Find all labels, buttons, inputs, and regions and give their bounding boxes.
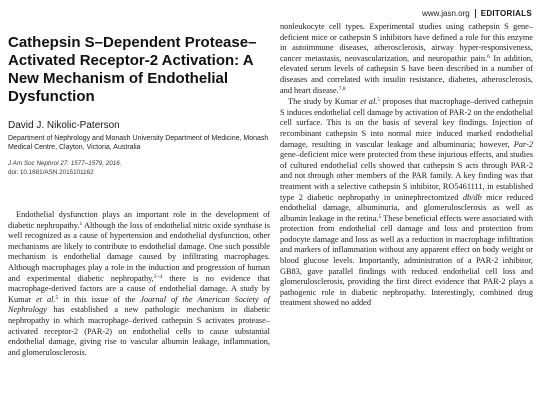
journal-url[interactable]: www.jasn.org bbox=[422, 8, 470, 18]
body-paragraph bbox=[280, 97, 533, 309]
text-run: The study by Kumar bbox=[288, 97, 361, 107]
text-run: In addition, elevated serum levels of cathepsin S have been described in a number of diseases and correlated with insulin resistance, diabetes, atherosclerosis, and heart disease. bbox=[280, 53, 533, 95]
section-label: EDITORIALS bbox=[475, 9, 532, 18]
left-column bbox=[8, 34, 270, 357]
citation-block bbox=[8, 160, 270, 177]
text-run: Endothelial dysfunction plays an important role in the development of diabetic nephropathy. bbox=[8, 210, 270, 230]
body-paragraph bbox=[8, 210, 270, 358]
reference-superscript[interactable]: 6 bbox=[487, 53, 490, 60]
text-run: gene–deficient mice were protected from these injurious effects, and studies of cultured endothelial cells showed that cathepsin S acts through PAR-2 and not through other members of the PAR family. A key finding was that treatment with a selective cathepsin S inhibitor, RO5461111, in established type 2 diabetic nephropathy in uninephrectomized bbox=[280, 150, 533, 202]
italic-text: et al. bbox=[360, 97, 378, 107]
italic-strain-name: db/db bbox=[462, 192, 482, 202]
text-run: there is no evidence that macrophage-derived factors are a cause of endothelial damage. A study by Kumar bbox=[8, 273, 270, 304]
reference-superscript[interactable]: 5 bbox=[378, 213, 382, 220]
italic-gene-name: Par-2 bbox=[513, 139, 533, 149]
italic-text: et al. bbox=[36, 294, 56, 304]
text-run: mice reduced endothelial damage, albuminuria, and glomerulosclerosis as well as albumin leakage in the retina. bbox=[280, 192, 533, 223]
journal-name-italic: Journal of the American Society of Nephrology bbox=[8, 294, 270, 315]
article-title: Cathepsin S–Dependent Protease–Activated Receptor-2 Activation: A New Mechanism of Endothelial Dysfunction bbox=[8, 34, 257, 105]
right-column bbox=[280, 22, 533, 309]
journal-reference: J Am Soc Nephrol 27: 1577–1579, 2016. bbox=[8, 160, 122, 167]
text-run: in this issue of the bbox=[58, 294, 141, 304]
reference-superscript[interactable]: 5 bbox=[55, 294, 59, 301]
text-run: proposes that macrophage–derived cathepsin S induces endothelial cell damage by activation of PAR-2 on the endothelial cell surface. This is on the basis of several key findings. Injection of recombinant cathepsin S into normal mice induced marked endothelial damage, resulting in vascular leakage and albuminuria; however, bbox=[280, 97, 534, 149]
doi[interactable]: doi: 10.1681/ASN.2015101162 bbox=[8, 168, 94, 176]
running-header bbox=[422, 6, 532, 20]
text-run: These beneficial effects were associated with protection from endothelial cell damage and loss and protection from podocyte damage and loss as well as a reduction in macrophage infiltration and markers of inflammation without any apparent effect on body weight or blood glucose levels. Importantly, administration of a PAR-2 inhibitor, GB83, gave parallel findings with reduced endothelial cell loss and glomerulosclerosis, providing the first direct evidence that PAR-2 plays a pathogenic role in diabetic nephropathy. Interestingly, combined drug treatment showed no added bbox=[280, 213, 534, 308]
reference-superscript[interactable]: 1 bbox=[79, 220, 83, 227]
text-run: has established a new pathologic mechanism in diabetic nephropathy in which macrophage–derived cathepsin S activates protease–activated receptor-2 (PAR-2) on endothelial cells to cause substantial endothelial damage, giving rise to vascular albumin leakage, inflammation, and glomerulosclerosis. bbox=[8, 305, 270, 357]
body-paragraph bbox=[280, 22, 533, 96]
reference-superscript[interactable]: 2–4 bbox=[153, 273, 163, 280]
reference-superscript[interactable]: 5 bbox=[377, 97, 381, 104]
reference-superscript[interactable]: 7,8 bbox=[338, 85, 346, 92]
author-name: David J. Nikolic-Paterson bbox=[8, 120, 120, 131]
text-run: Although the loss of endothelial nitric oxide synthase is well recognized as a cause of hypertension and endothelial dysfunction, other mechanisms are likely to contribute to endothelial damage. One such possible mechanism is endothelial damage caused by infiltrating macrophages. Although macrophages play a role in the induction and progression of human and experimental diabetic nephropathy, bbox=[8, 220, 270, 283]
text-run: nonleukocyte cell types. Experimental studies using cathepsin S gene–deficient mice or cathepsin S inhibitors have defined a role for this enzyme in autoimmune diseases, atherosclerosis, airway hyper-responsiveness, cancer metastasis, neovascularization, and neuropathic pain. bbox=[280, 22, 533, 63]
author-affiliation: Department of Nephrology and Monash University Department of Medicine, Monash Medical Centre, Clayton, Victoria, Australia bbox=[8, 135, 269, 151]
